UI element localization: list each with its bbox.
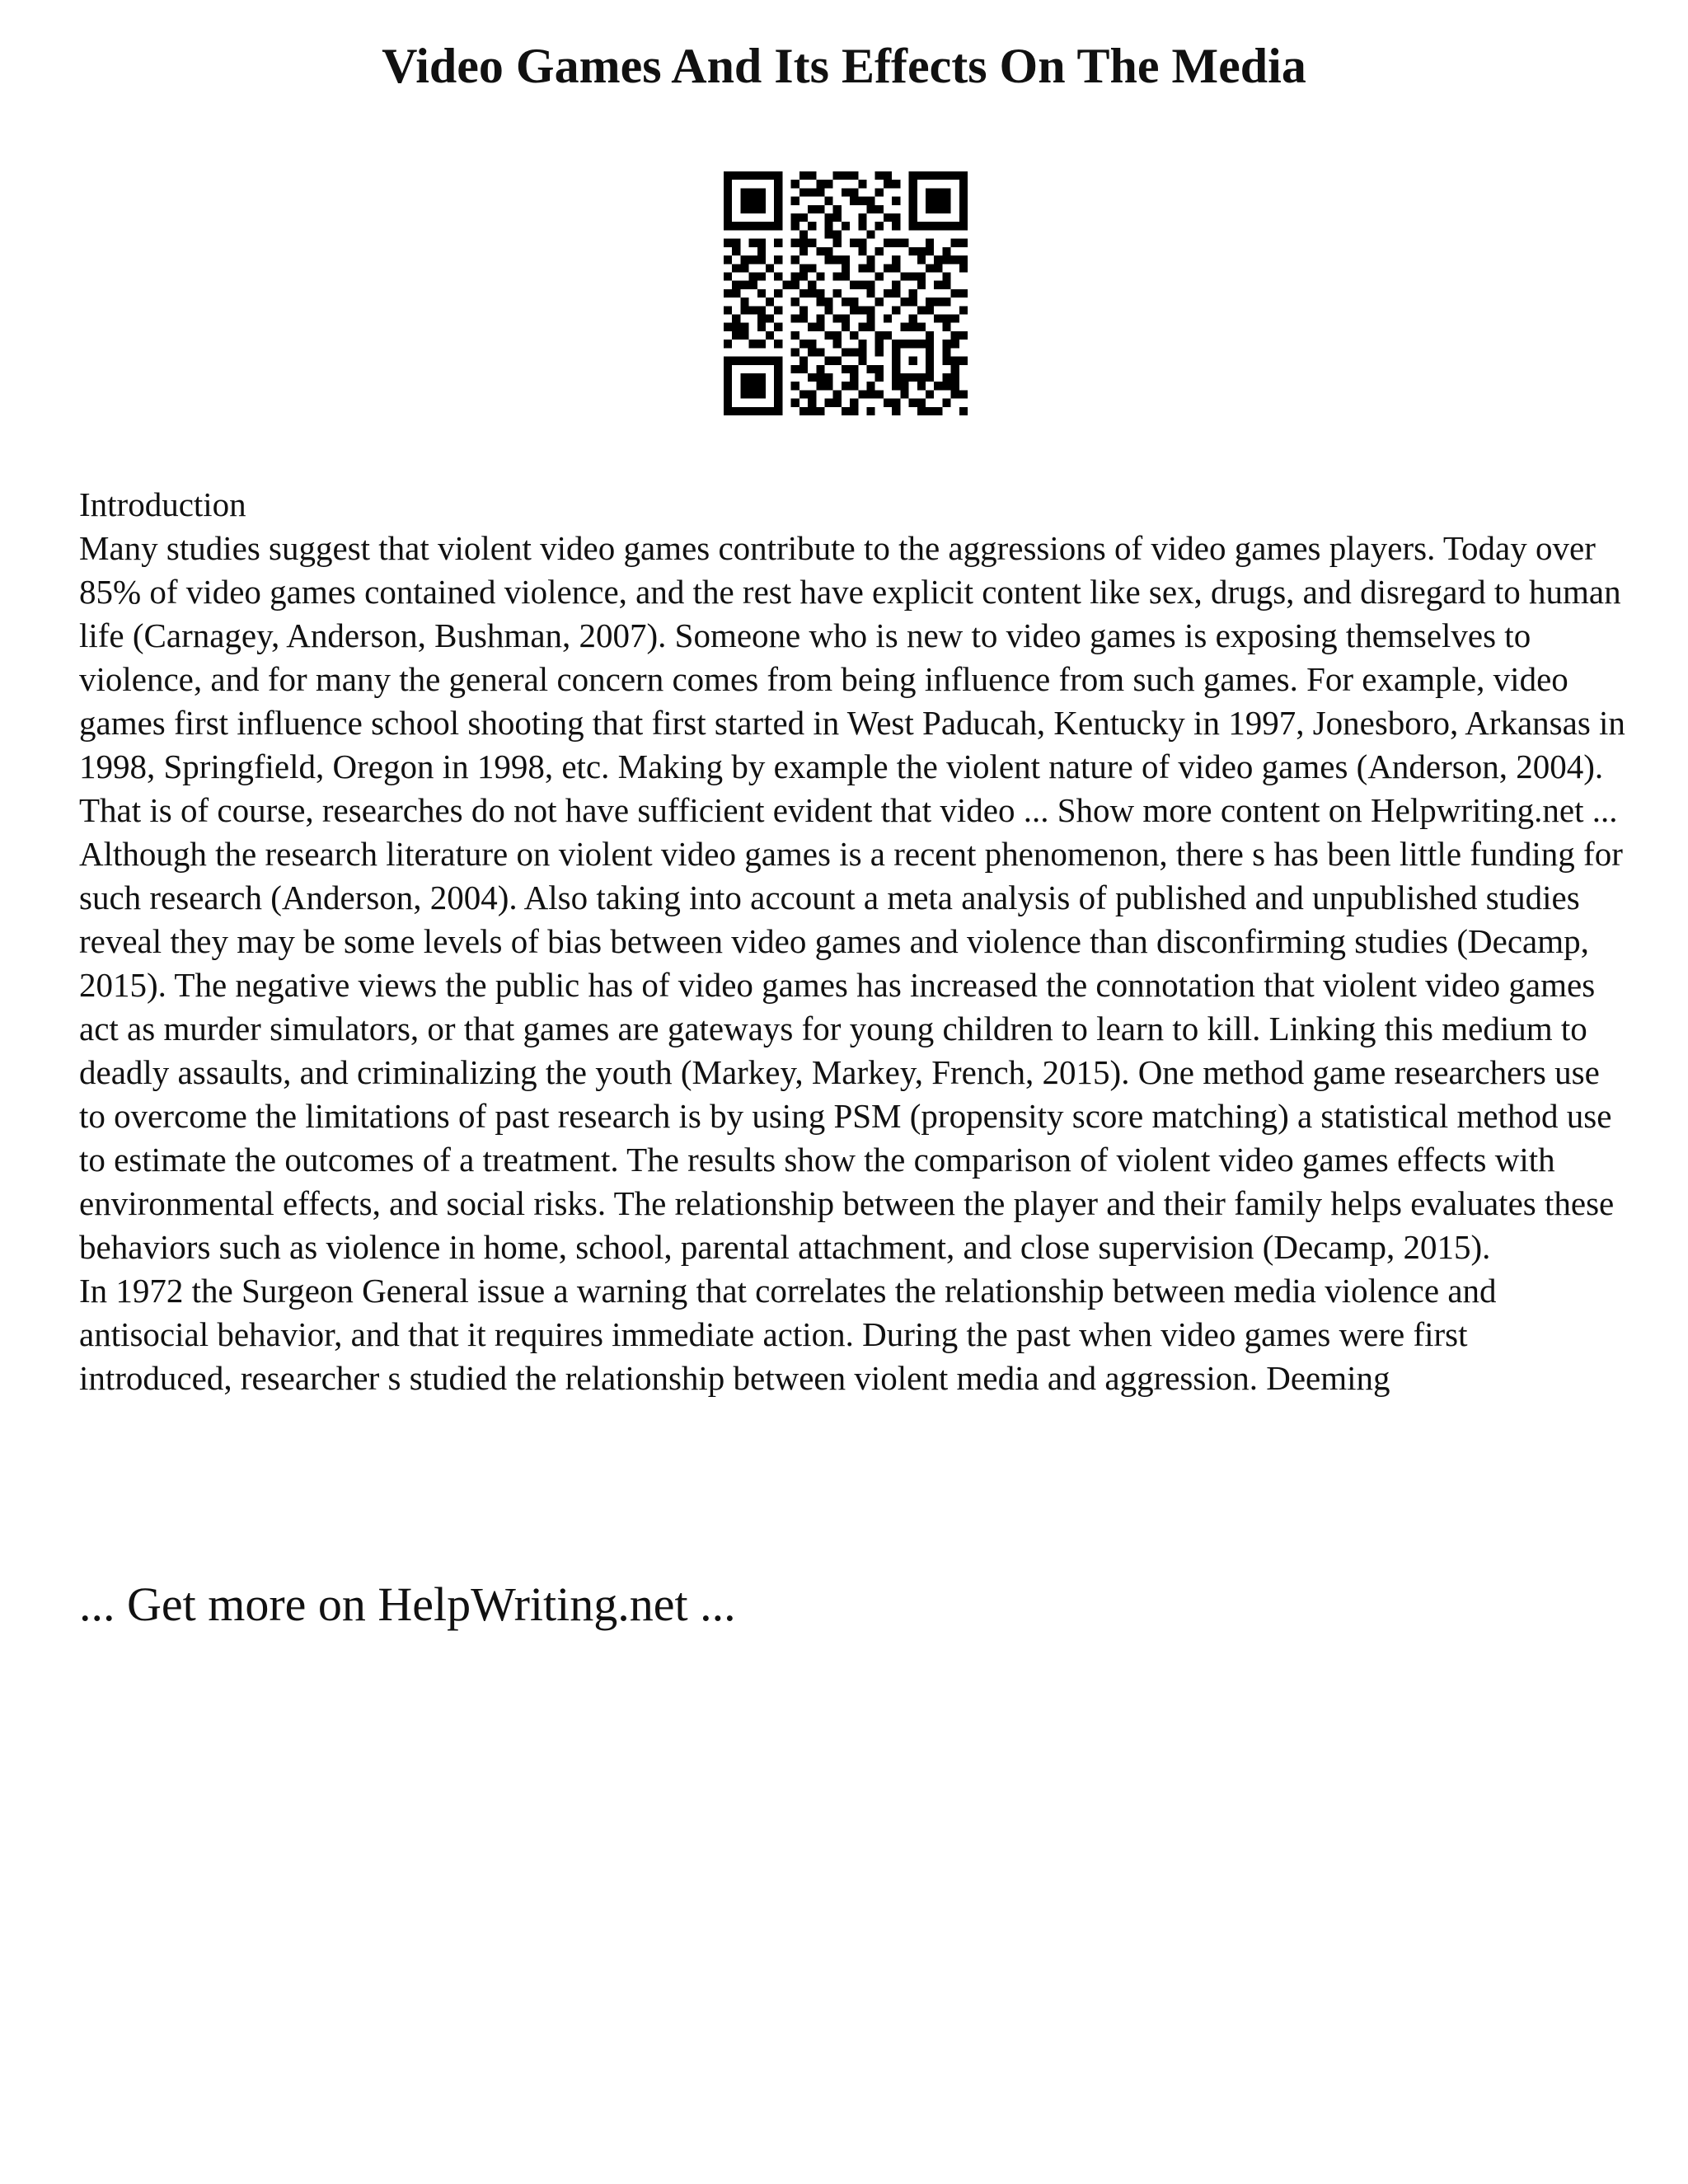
qr-code-icon	[724, 171, 968, 415]
section-heading: Introduction	[79, 485, 246, 523]
article-body	[79, 483, 1629, 1400]
paragraph: Although the research literature on violent video games is a recent phenomenon, there s has been little funding for such research (Anderson, 2004). Also taking into account a meta analysis of published and unpublished studies reveal they may be some levels of bias between video games and violence than disconfirming studies (Decamp, 2015). The negative views the public has of video games has increased the connotation that violent video games act as murder simulators, or that games are gateways for young children to learn to kill. Linking this medium to deadly assaults, and criminalizing the youth (Markey, Markey, French, 2015). One method game researchers use to overcome the limitations of past research is by using PSM (propensity score matching) a statistical method use to estimate the outcomes of a treatment. The results show the comparison of violent video games effects with environmental effects, and social risks. The relationship between the player and their family helps evaluates these behaviors such as violence in home, school, parental attachment, and close supervision (Decamp, 2015).	[79, 835, 1623, 1266]
document-title: Video Games And Its Effects On The Media	[382, 39, 1306, 93]
get-more-link[interactable]: ... Get more on HelpWriting.net ...	[79, 1577, 736, 1631]
paragraph: Many studies suggest that violent video games contribute to the aggressions of video games players. Today over 85% of video games contained violence, and the rest have explicit content like sex, drugs, and disregard to human life (Carnagey, Anderson, Bushman, 2007). Someone who is new to video games is exposing themselves to violence, and for many the general concern comes from being influence from such games. For example, video games first influence school shooting that first started in West Paducah, Kentucky in 1997, Jonesboro, Arkansas in 1998, Springfield, Oregon in 1998, etc. Making by example the violent nature of video games (Anderson, 2004). That is of course, researches do not have sufficient evident that video ... Show more content on Helpwriting.net ...	[79, 529, 1625, 829]
paragraph: In 1972 the Surgeon General issue a warning that correlates the relationship between media violence and antisocial behavior, and that it requires immediate action. During the past when video games were first introduced, researcher s studied the relationship between violent media and aggression. Deeming	[79, 1272, 1497, 1397]
